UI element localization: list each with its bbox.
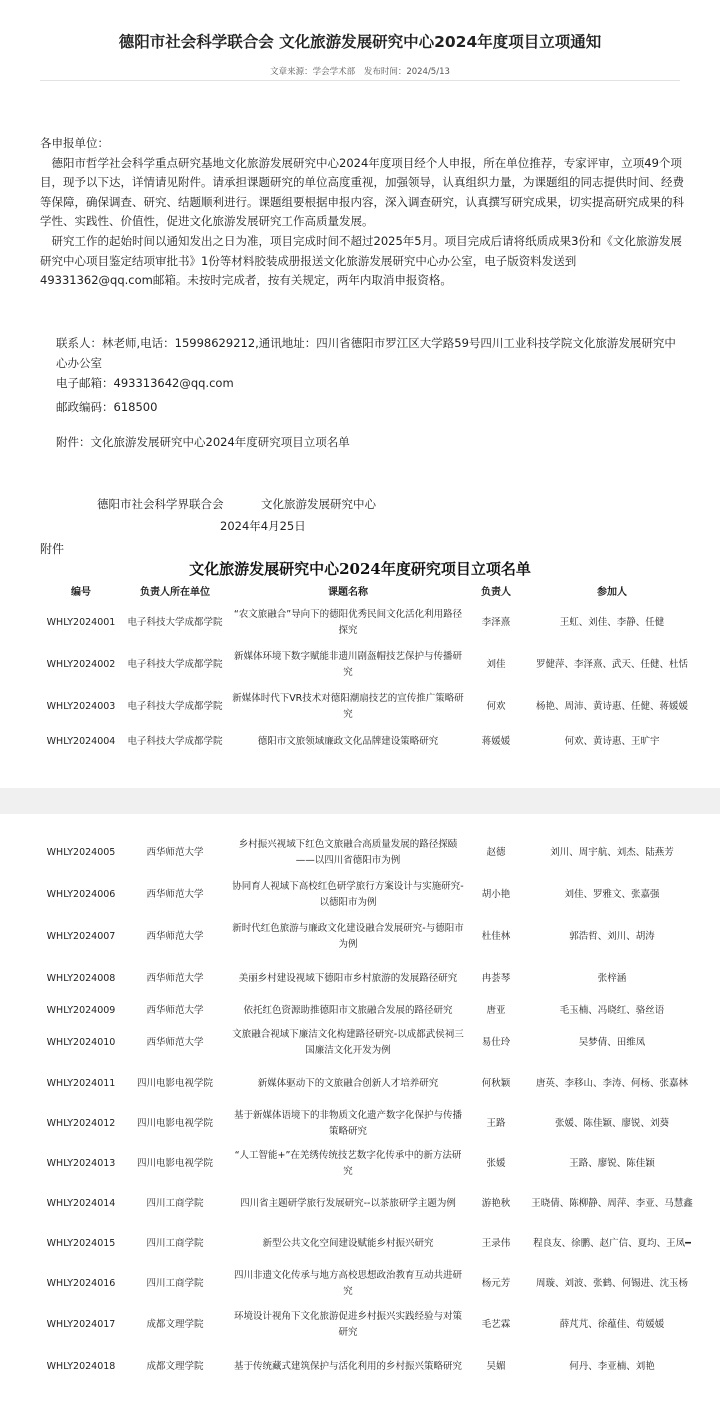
article-meta <box>0 65 720 77</box>
project-code: WHLY2024008 <box>46 973 116 984</box>
notice-body <box>40 134 685 291</box>
project-name: 环境设计视角下文化旅游促进乡村振兴实践经验与对策研究 <box>233 1311 462 1338</box>
signature-date: 2024年4月25日 <box>220 519 306 533</box>
annex-label: 附件 <box>40 542 65 556</box>
project-members: 周璇、刘波、张鹤、何锡进、沈玉杨 <box>535 1278 688 1289</box>
project-members: 吴梦倩、田维凤 <box>578 1037 646 1048</box>
project-leader: 游艳秋 <box>481 1198 511 1209</box>
notice-salutation: 各申报单位： <box>40 136 109 150</box>
table-row <box>40 686 700 728</box>
project-name: “农文旅融合”导向下的德阳优秀民间文化活化利用路径探究 <box>233 609 463 636</box>
article-title: 德阳市社会科学联合会 文化旅游发展研究中心2024年度项目立项通知 <box>118 33 602 51</box>
project-name: 协同育人视域下高校红色研学旅行方案设计与实施研究-以德阳市为例 <box>232 881 464 908</box>
table-header-row <box>40 584 700 602</box>
project-leader: 冉荟琴 <box>481 973 511 984</box>
contact-info: 联系人：林老师,电话：15998629212,通讯地址：四川省德阳市罗江区大学路59号四川工业科技学院文化旅游发展研究中心办公室 <box>56 336 676 370</box>
project-name: 四川非遗文化传承与地方高校思想政治教育互动共进研究 <box>233 1270 462 1297</box>
lead-unit: 电子科技大学成都学院 <box>127 659 223 670</box>
project-leader: 毛艺霖 <box>481 1319 511 1330</box>
lead-unit: 成都文理学院 <box>146 1361 204 1372</box>
lead-unit: 四川电影电视学院 <box>136 1158 213 1169</box>
article-publish-time: 发布时间：2024/5/13 <box>363 67 450 77</box>
project-code: WHLY2024009 <box>46 1005 116 1016</box>
lead-unit: 西华师范大学 <box>146 889 204 900</box>
project-leader: 李泽熹 <box>481 617 511 628</box>
table-row <box>40 958 700 1000</box>
project-code: WHLY2024013 <box>46 1158 116 1169</box>
project-code: WHLY2024014 <box>46 1198 116 1209</box>
lead-unit: 电子科技大学成都学院 <box>127 736 223 747</box>
project-leader: 杜佳林 <box>481 931 511 942</box>
project-members: 何欢、黄诗惠、王旷宇 <box>564 736 660 747</box>
project-members: 刘佳、罗雅文、张嘉强 <box>564 889 660 900</box>
project-name: 乡村振兴视域下红色文旅融合高质量发展的路径探赜——以四川省德阳市为例 <box>238 839 458 866</box>
project-code: WHLY2024010 <box>46 1037 116 1048</box>
project-members: 王路、廖锐、陈佳颖 <box>569 1158 655 1169</box>
table-row <box>40 1264 700 1304</box>
project-leader: 杨元芳 <box>481 1278 511 1289</box>
project-members: 杨艳、周沛、黄诗惠、任健、蒋媛媛 <box>535 701 688 712</box>
project-leader: 王路 <box>486 1118 506 1129</box>
lead-unit: 西华师范大学 <box>146 1037 204 1048</box>
project-leader: 蒋媛媛 <box>481 736 511 747</box>
project-leader: 易仕玲 <box>481 1037 511 1048</box>
list-title: 文化旅游发展研究中心2024年度研究项目立项名单 <box>189 560 531 578</box>
notice-paragraph-1: 德阳市哲学社会科学重点研究基地文化旅游发展研究中心2024年度项目经个人申报，所在单位推荐，专家评审，立项49个项目，现予以下达，详情请见附件。请承担课题研究的单位高度重视，加强领导，认真组织力量，为课题组的同志提供时间、经费等保障，确保调查、研究、结题顺利进行。课题组要根据申报内容，深入调查研究，认真撰写研究成果，切实提高研究成果的科学性、实践性、价值性，促进文化旅游发展研究工作高质量发展。 <box>40 155 684 229</box>
project-code: WHLY2024004 <box>46 736 116 747</box>
signature-org-1: 德阳市社会科学界联合会 <box>97 497 224 511</box>
signature-org-2: 文化旅游发展研究中心 <box>261 497 376 511</box>
lead-unit: 西华师范大学 <box>146 1005 204 1016</box>
table-row <box>40 644 700 686</box>
project-name: 新型公共文化空间建设赋能乡村振兴研究 <box>262 1238 434 1249</box>
header-leader: 负责人 <box>481 587 511 598</box>
project-leader: 何秋颖 <box>481 1078 511 1089</box>
header-code: 编号 <box>71 587 91 598</box>
project-code: WHLY2024002 <box>46 659 116 670</box>
project-table-part-1 <box>40 584 700 756</box>
table-row <box>40 1000 700 1022</box>
lead-unit: 西华师范大学 <box>146 973 204 984</box>
project-members: 罗健萍、李泽熹、武天、任健、杜恬 <box>535 659 688 670</box>
lead-unit: 四川工商学院 <box>146 1278 204 1289</box>
table-row <box>40 874 700 916</box>
lead-unit: 电子科技大学成都学院 <box>127 617 223 628</box>
project-members: 王虹、刘佳、李静、任健 <box>559 617 665 628</box>
project-members: 毛玉楠、冯晓红、骆丝语 <box>559 1005 665 1016</box>
table-row <box>40 1064 700 1104</box>
notice-paragraph-2: 研究工作的起始时间以通知发出之日为准，项目完成时间不超过2025年5月。项目完成后请将纸质成果3份和《文化旅游发展研究中心项目鉴定结项审批书》1份等材料胶装成册报送文化旅游发展研究中心办公室，电子版资料发送到49331362@qq.com邮箱。未按时完成者，按有关规定，两年内取消申报资格。 <box>40 233 682 288</box>
project-members: 程良友、徐鹏、赵广信、夏均、王凤━ <box>533 1238 691 1249</box>
table-row <box>40 1144 700 1184</box>
project-members: 薛芃芃、徐蕴佳、苟媛媛 <box>559 1319 665 1330</box>
project-members: 何丹、李亚楠、刘艳 <box>569 1361 655 1372</box>
project-code: WHLY2024012 <box>46 1118 116 1129</box>
project-leader: 吴媚 <box>486 1361 506 1372</box>
article-source: 文章来源：学会学术部 <box>270 67 356 77</box>
title-divider <box>40 80 680 81</box>
project-code: WHLY2024017 <box>46 1319 116 1330</box>
lead-unit: 四川电影电视学院 <box>136 1078 213 1089</box>
project-leader: 刘佳 <box>486 659 506 670</box>
table-row <box>40 1022 700 1064</box>
project-code: WHLY2024016 <box>46 1278 116 1289</box>
header-members: 参加人 <box>597 587 627 598</box>
project-name: 基于传统藏式建筑保护与活化利用的乡村振兴策略研究 <box>233 1361 462 1372</box>
project-name: 新媒体环境下数字赋能非遗川剧盔帽技艺保护与传播研究 <box>233 651 462 678</box>
project-code: WHLY2024003 <box>46 701 116 712</box>
project-leader: 王录伟 <box>481 1238 511 1249</box>
table-row <box>40 832 700 874</box>
lead-unit: 西华师范大学 <box>146 847 204 858</box>
project-name: 新媒体驱动下的文旅融合创新人才培养研究 <box>257 1078 439 1089</box>
project-name: 新时代红色旅游与廉政文化建设融合发展研究-与德阳市为例 <box>232 923 464 950</box>
project-name: 新媒体时代下VR技术对德阳潮扇技艺的宣传推广策略研究 <box>232 693 464 720</box>
project-name: 依托红色资源助推德阳市文旅融合发展的路径研究 <box>243 1005 453 1016</box>
project-leader: 胡小艳 <box>481 889 511 900</box>
lead-unit: 四川工商学院 <box>146 1198 204 1209</box>
lead-unit: 西华师范大学 <box>146 931 204 942</box>
project-members: 王晓倩、陈柳静、周萍、李亚、马慧鑫 <box>531 1198 693 1209</box>
project-name: 四川省主题研学旅行发展研究--以茶旅研学主题为例 <box>240 1198 456 1209</box>
project-members: 张媛、陈佳颖、廖锐、刘葵 <box>554 1118 669 1129</box>
project-name: “人工智能+”在羌绣传统技艺数字化传承中的新方法研究 <box>234 1150 462 1177</box>
lead-unit: 电子科技大学成都学院 <box>127 701 223 712</box>
project-code: WHLY2024018 <box>46 1361 116 1372</box>
project-leader: 赵德 <box>486 847 506 858</box>
project-members: 郭浩哲、刘川、胡涛 <box>569 931 655 942</box>
header-project-name: 课题名称 <box>328 587 368 598</box>
table-row <box>40 1104 700 1144</box>
table-row <box>40 728 700 756</box>
project-members: 刘川、周宇航、刘杰、陆燕芳 <box>550 847 674 858</box>
table-row <box>40 1184 700 1224</box>
project-name: 美丽乡村建设视域下德阳市乡村旅游的发展路径研究 <box>238 973 458 984</box>
project-code: WHLY2024011 <box>46 1078 116 1089</box>
table-row <box>40 1224 700 1264</box>
table-row <box>40 916 700 958</box>
project-code: WHLY2024001 <box>46 617 116 628</box>
project-name: 德阳市文旅领域廉政文化品牌建设策略研究 <box>257 736 439 747</box>
project-code: WHLY2024015 <box>46 1238 116 1249</box>
project-code: WHLY2024007 <box>46 931 116 942</box>
contact-email: 电子邮箱：493313642@qq.com <box>56 376 234 390</box>
project-name: 文旅融合视域下廉洁文化构建路径研究-以成都武侯祠三国廉洁文化开发为例 <box>232 1029 464 1056</box>
project-code: WHLY2024005 <box>46 847 116 858</box>
table-row <box>40 1304 700 1346</box>
project-leader: 何欢 <box>486 701 506 712</box>
lead-unit: 四川电影电视学院 <box>136 1118 213 1129</box>
project-members: 张梓涵 <box>597 973 627 984</box>
project-name: 基于新媒体语境下的非物质文化遗产数字化保护与传播策略研究 <box>233 1110 462 1137</box>
lead-unit: 四川工商学院 <box>146 1238 204 1249</box>
project-members: 唐英、李移山、李涛、何杨、张嘉林 <box>535 1078 688 1089</box>
project-leader: 唐亚 <box>486 1005 506 1016</box>
table-row <box>40 1346 700 1388</box>
project-code: WHLY2024006 <box>46 889 116 900</box>
attachment-note: 附件：文化旅游发展研究中心2024年度研究项目立项名单 <box>56 435 350 449</box>
page-break-band <box>0 788 720 814</box>
project-table-part-2 <box>40 832 700 1388</box>
table-row <box>40 602 700 644</box>
lead-unit: 成都文理学院 <box>146 1319 204 1330</box>
project-leader: 张媛 <box>486 1158 506 1169</box>
contact-postcode: 邮政编码：618500 <box>56 400 158 414</box>
header-unit: 负责人所在单位 <box>140 587 210 598</box>
